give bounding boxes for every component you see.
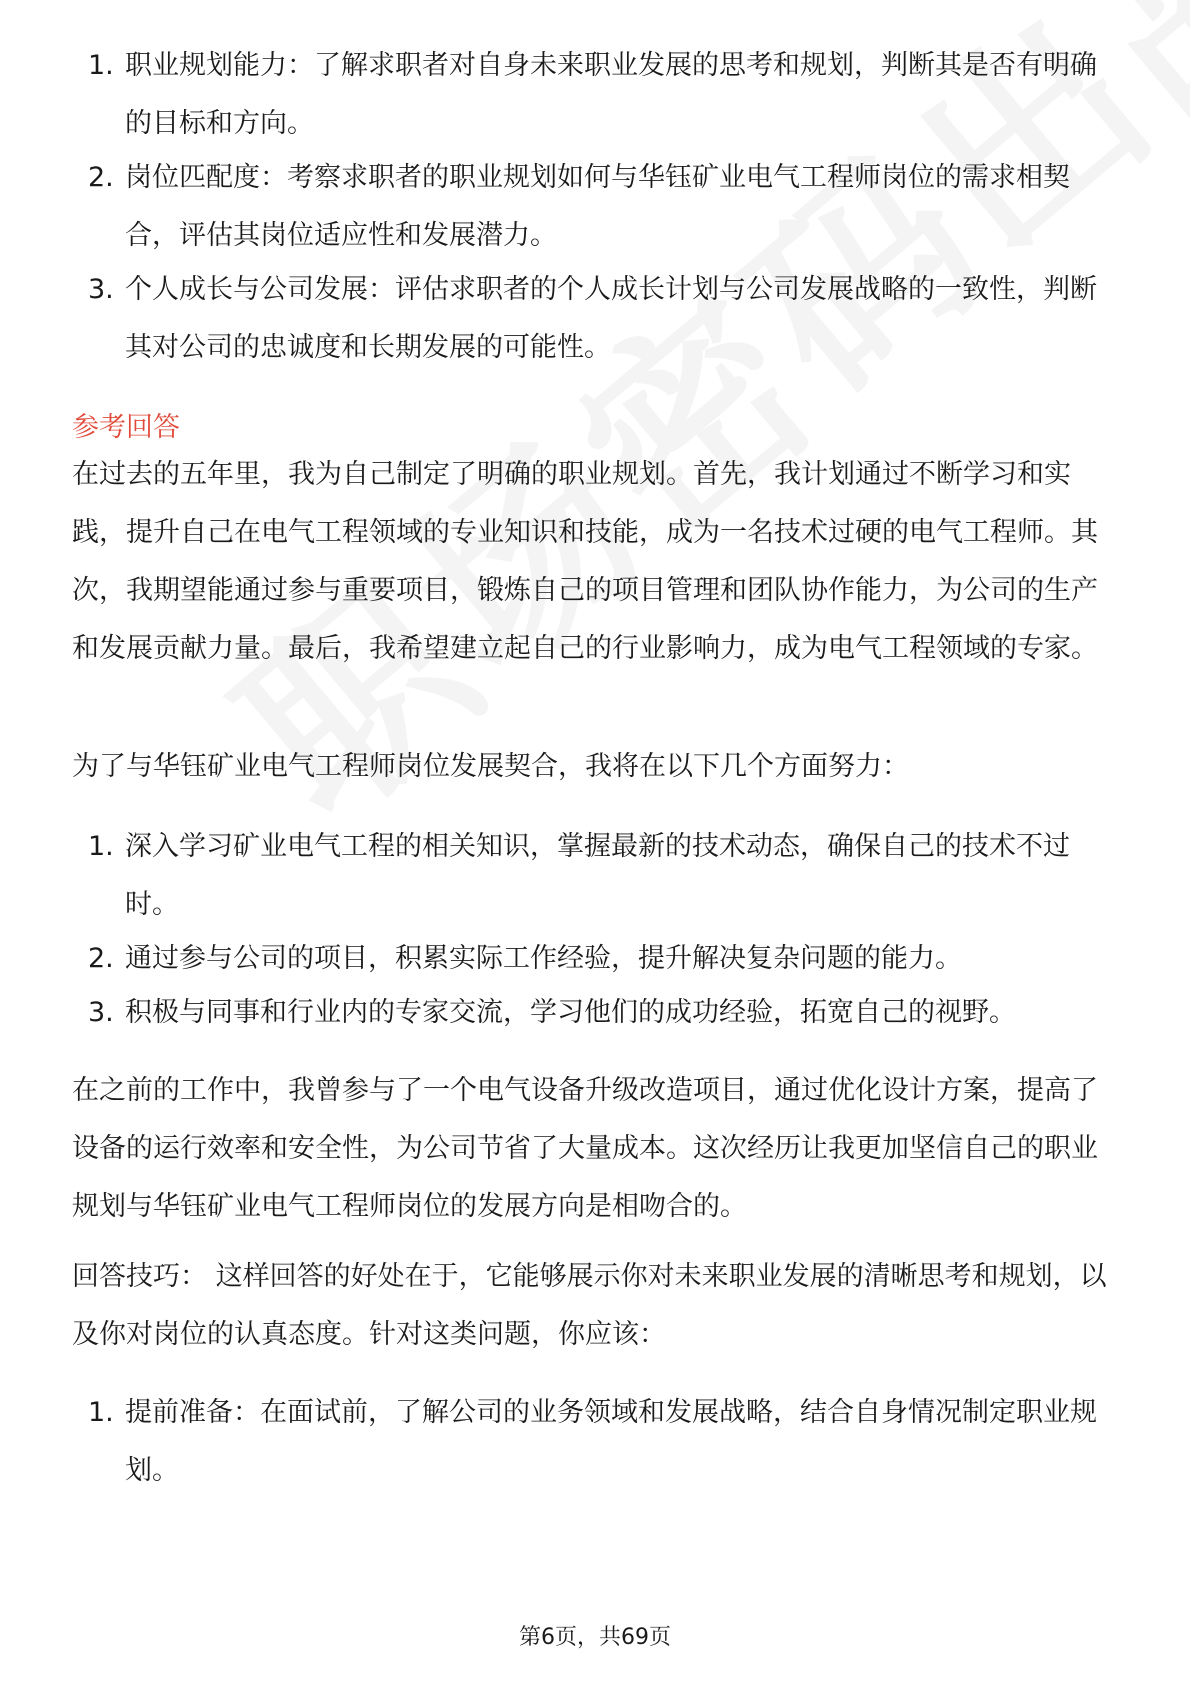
list-number: 3. (88, 274, 114, 305)
answer-paragraph: 在之前的工作中，我曾参与了一个电气设备升级改造项目，通过优化设计方案，提高了设备的运行效率和安全性，为公司节省了大量成本。这次经历让我更加坚信自己的职业规划与华钰矿业电气工程师岗位的发展方向是相吻合的。 (72, 1075, 1098, 1222)
list-number: 2. (88, 162, 114, 193)
list-number: 1. (88, 1397, 114, 1428)
list-item (0, 930, 1190, 988)
section-heading: 参考回答 (72, 412, 180, 443)
list-item-text: 积极与同事和行业内的专家交流，学习他们的成功经验，拓宽自己的视野。 (125, 997, 1016, 1028)
list-number: 2. (88, 943, 114, 974)
list-item-text: 提前准备：在面试前，了解公司的业务领域和发展战略，结合自身情况制定职业规划。 (125, 1397, 1097, 1486)
list-item-text: 职业规划能力：了解求职者对自身未来职业发展的思考和规划，判断其是否有明确的目标和方向。 (125, 50, 1097, 139)
answer-paragraph: 在过去的五年里，我为自己制定了明确的职业规划。首先，我计划通过不断学习和实践，提升自己在电气工程领域的专业知识和技能，成为一名技术过硬的电气工程师。其次，我期望能通过参与重要项目，锻炼自己的项目管理和团队协作能力，为公司的生产和发展贡献力量。最后，我希望建立起自己的行业影响力，成为电气工程领域的专家。 (72, 459, 1098, 664)
list-number: 1. (88, 50, 114, 81)
list-item (0, 37, 1190, 153)
answer-paragraph: 为了与华钰矿业电气工程师岗位发展契合，我将在以下几个方面努力： (72, 751, 909, 782)
list-item (0, 149, 1190, 265)
tips-paragraph: 回答技巧： 这样回答的好处在于，它能够展示你对未来职业发展的清晰思考和规划，以及你对岗位的认真态度。针对这类问题，你应该： (72, 1261, 1107, 1350)
list-item (0, 984, 1190, 1042)
list-number: 1. (88, 831, 114, 862)
page-number: 第6页，共69页 (519, 1625, 671, 1650)
list-item-text: 深入学习矿业电气工程的相关知识，掌握最新的技术动态，确保自己的技术不过时。 (125, 831, 1070, 920)
list-item (0, 818, 1190, 934)
criteria-list (0, 37, 1190, 377)
list-item (0, 1384, 1190, 1500)
list-item (0, 261, 1190, 377)
list-item-text: 通过参与公司的项目，积累实际工作经验，提升解决复杂问题的能力。 (125, 943, 962, 974)
list-number: 3. (88, 997, 114, 1028)
list-item-text: 岗位匹配度：考察求职者的职业规划如何与华钰矿业电气工程师岗位的需求相契合，评估其岗位适应性和发展潜力。 (125, 162, 1070, 251)
plan-list (0, 818, 1190, 1042)
list-item-text: 个人成长与公司发展：评估求职者的个人成长计划与公司发展战略的一致性，判断其对公司的忠诚度和长期发展的可能性。 (125, 274, 1097, 363)
tips-list (0, 1384, 1190, 1500)
